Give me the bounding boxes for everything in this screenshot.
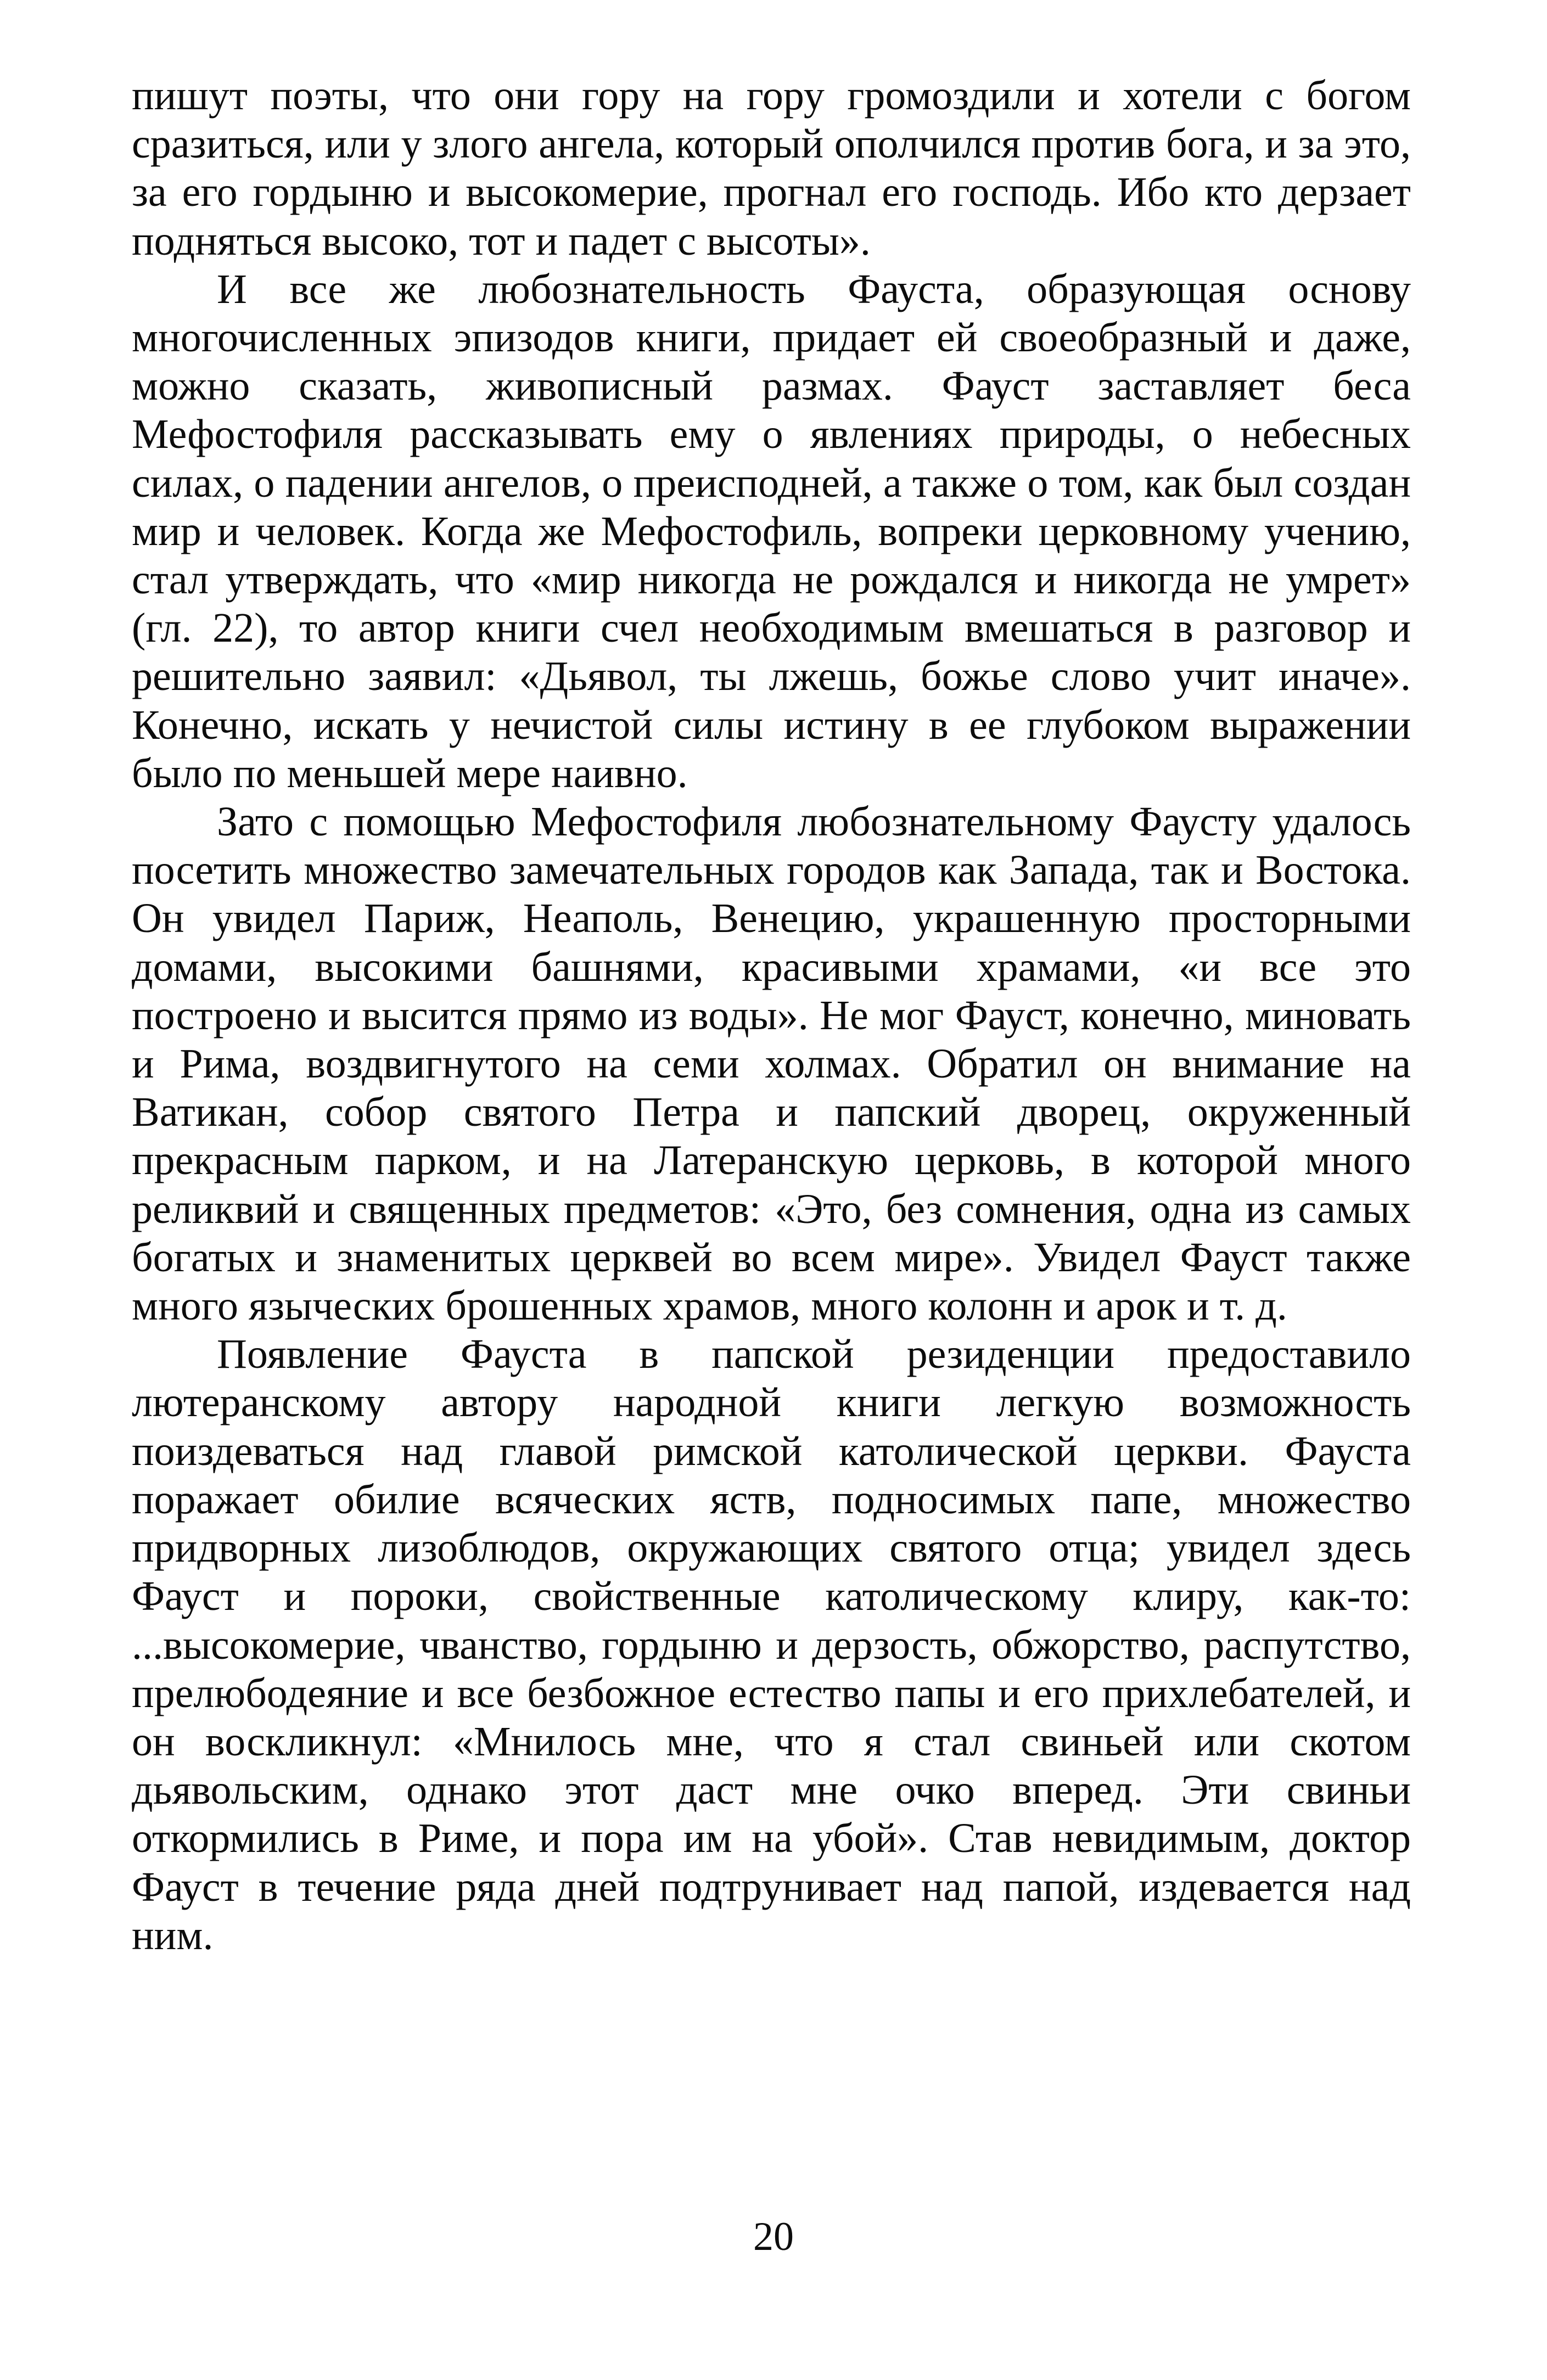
page-body — [132, 71, 1411, 1960]
paragraph-travels: Зато с помощью Мефостофиля любознательному Фаусту удалось посетить множество замечательных городов как Запада, так и Востока. Он увидел Париж, Неаполь, Венецию, украшенную просторными домами, высокими башнями, красивыми храмами, «и все это построено и высится прямо из воды». Не мог Фауст, конечно, миновать и Рима, воздвигнутого на семи холмах. Обратил он внимание на Ватикан, собор святого Петра и папский дворец, окруженный прекрасным парком, и на Латеранскую церковь, в которой много реликвий и священных предметов: «Это, без сомнения, одна из самых богатых и знаменитых церквей во всем мире». Увидел Фауст также много языческих брошенных храмов, много колонн и арок и т. д. — [132, 799, 1411, 1329]
paragraph-continuation: пишут поэты, что они гору на гору громоздили и хотели с богом сразиться, или у злого ангела, который ополчился против бога, и за это, за его гордыню и высокомерие, прогнал его господь. Ибо кто дерзает подняться высоко, тот и падет с высоты». — [132, 72, 1411, 264]
page-number: 20 — [753, 2214, 794, 2259]
paragraph-curiosity: И все же любознательность Фауста, образующая основу многочисленных эпизодов книги, придает ей своеобразный и даже, можно сказать, живописный размах. Фауст заставляет беса Мефостофиля рассказывать ему о явлениях природы, о небесных силах, о падении ангелов, о преисподней, а также о том, как был создан мир и человек. Когда же Мефостофиль, вопреки церковному учению, стал утверждать, что «мир никогда не рождался и никогда не умрет» (гл. 22), то автор книги счел необходимым вмешаться в разговор и решительно заявил: «Дьявол, ты лжешь, божье слово учит иначе». Конечно, искать у нечистой силы истину в ее глубоком выражении было по меньшей мере наивно. — [132, 266, 1411, 796]
paragraph-papal-residence: Появление Фауста в папской резиденции предоставило лютеранскому автору народной книги легкую возможность поиздеваться над главой римской католической церкви. Фауста поражает обилие всяческих яств, подносимых папе, множество придворных лизоблюдов, окружающих святого отца; увидел здесь Фауст и пороки, свойственные католическому клиру, как-то: ...высокомерие, чванство, гордыню и дерзость, обжорство, распутство, прелюбодеяние и все безбожное естество папы и его прихлебателей, и он воскликнул: «Мнилось мне, что я стал свиньей или скотом дьявольским, однако этот даст мне очко вперед. Эти свиньи откормились в Риме, и пора им на убой». Став невидимым, доктор Фауст в течение ряда дней подтрунивает над папой, издевается над ним. — [132, 1331, 1411, 1958]
